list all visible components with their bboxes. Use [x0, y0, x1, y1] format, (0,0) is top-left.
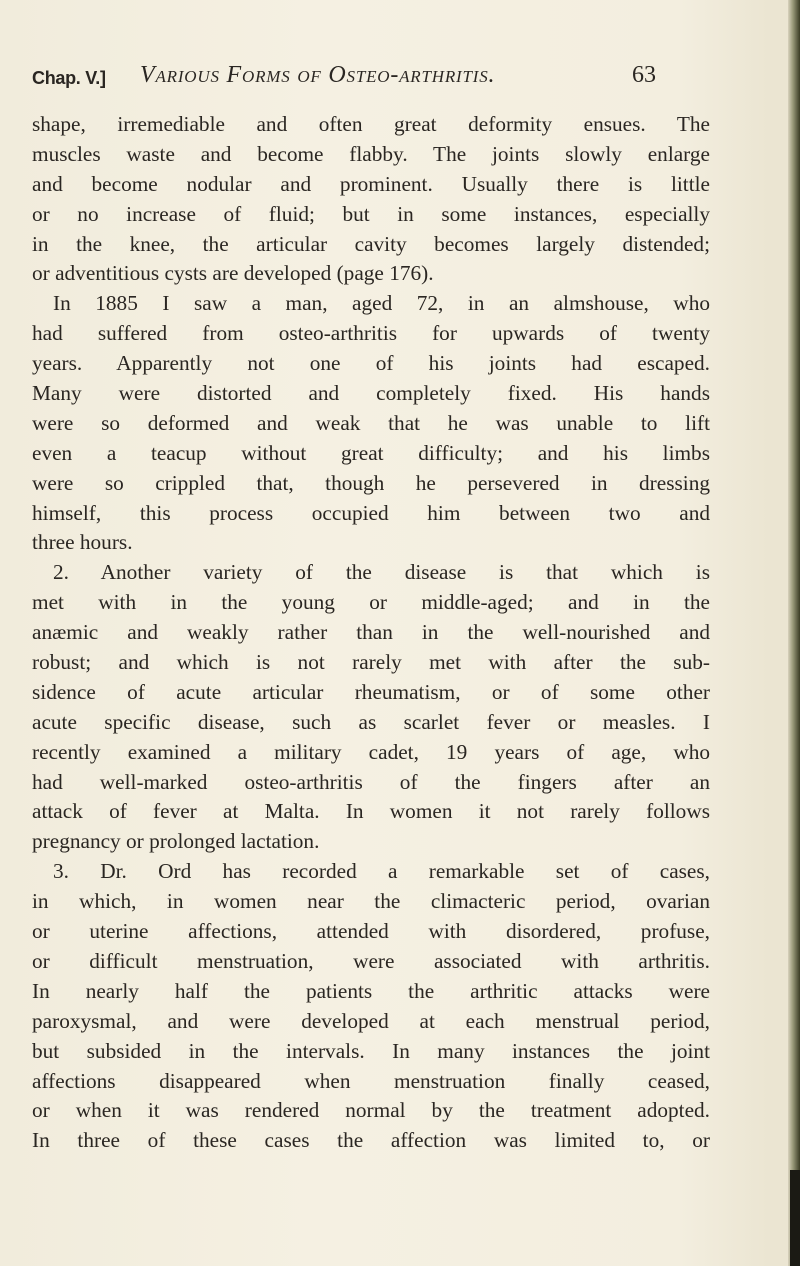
text-line: in the knee, the articular cavity becomes largely distended;	[32, 231, 710, 256]
text-line: or uterine affections, attended with disordered, profuse,	[32, 919, 710, 944]
text-line: muscles waste and become flabby. The joints slowly enlarge	[32, 141, 710, 166]
text-line: paroxysmal, and were developed at each menstrual period,	[32, 1008, 710, 1033]
page-number: 63	[632, 62, 656, 88]
text-line: or adventitious cysts are developed (page 176).	[32, 261, 434, 286]
text-line: were so deformed and weak that he was unable to lift	[32, 410, 710, 435]
text-line: and become nodular and prominent. Usually there is little	[32, 171, 710, 196]
text-line: In 1885 I saw a man, aged 72, in an almshouse, who	[53, 291, 710, 316]
text-line: sidence of acute articular rheumatism, or of some other	[32, 679, 710, 704]
text-line: even a teacup without great difficulty; and his limbs	[32, 440, 710, 465]
text-line: years. Apparently not one of his joints had escaped.	[32, 351, 710, 376]
text-line: or no increase of fluid; but in some instances, especially	[32, 201, 710, 226]
text-line: In three of these cases the affection was limited to, or	[32, 1128, 710, 1153]
text-line: 2. Another variety of the disease is that which is	[53, 560, 710, 585]
text-line: anæmic and weakly rather than in the well-nourished and	[32, 620, 710, 645]
text-line: In nearly half the patients the arthritic attacks were	[32, 978, 710, 1003]
text-line: acute specific disease, such as scarlet fever or measles. I	[32, 709, 710, 734]
text-line: met with in the young or middle-aged; and in the	[32, 590, 710, 615]
text-line: were so crippled that, though he persevered in dressing	[32, 470, 710, 495]
chapter-label: Chap. V.]	[32, 68, 106, 88]
running-header	[32, 62, 672, 102]
text-line: Many were distorted and completely fixed. His hands	[32, 381, 710, 406]
text-line: or when it was rendered normal by the treatment adopted.	[32, 1098, 710, 1123]
body-text	[32, 110, 710, 1156]
text-line: himself, this process occupied him between two and	[32, 500, 710, 525]
text-line: pregnancy or prolonged lactation.	[32, 829, 320, 854]
text-line: affections disappeared when menstruation finally ceased,	[32, 1068, 710, 1093]
text-line: or difficult menstruation, were associated with arthritis.	[32, 948, 710, 973]
page-edge-shadow	[788, 0, 800, 1266]
text-line: recently examined a military cadet, 19 years of age, who	[32, 739, 710, 764]
text-line: 3. Dr. Ord has recorded a remarkable set of cases,	[53, 859, 710, 884]
text-line: attack of fever at Malta. In women it not rarely follows	[32, 799, 710, 824]
text-line: but subsided in the intervals. In many instances the joint	[32, 1038, 710, 1063]
text-line: had well-marked osteo-arthritis of the fingers after an	[32, 769, 710, 794]
text-line: in which, in women near the climacteric period, ovarian	[32, 889, 710, 914]
text-line: robust; and which is not rarely met with after the sub-	[32, 650, 710, 675]
running-title: Various Forms of Osteo-arthritis.	[140, 62, 496, 88]
text-line: had suffered from osteo-arthritis for upwards of twenty	[32, 321, 710, 346]
page-edge-dark	[790, 1170, 800, 1266]
text-line: shape, irremediable and often great deformity ensues. The	[32, 112, 710, 136]
text-line: three hours.	[32, 530, 133, 555]
